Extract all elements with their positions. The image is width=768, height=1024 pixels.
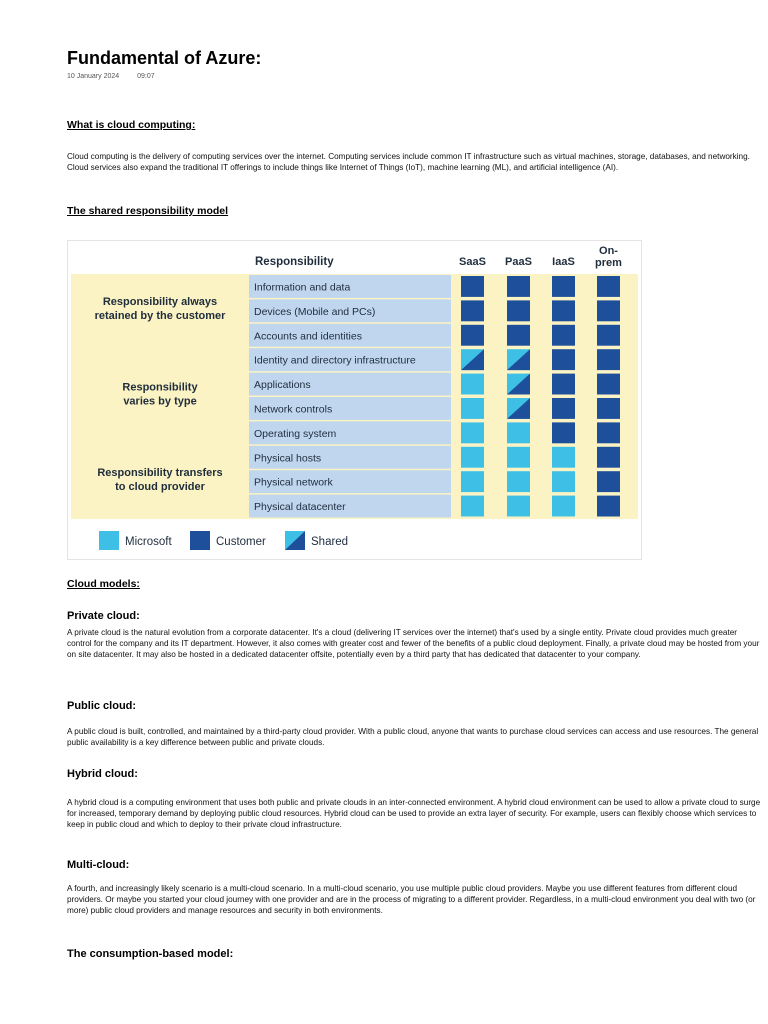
service-header-1: PaaS [505,256,532,268]
cell-microsoft [552,496,575,517]
cell-microsoft [461,422,484,443]
cell-customer [507,300,530,321]
cell-customer [597,422,620,443]
cell-microsoft [507,471,530,492]
page-time: 09:07 [137,73,155,80]
cell-customer [597,496,620,517]
cell-microsoft [461,471,484,492]
heading-private-cloud: Private cloud: [67,610,140,622]
shared-responsibility-figure [67,240,642,560]
paragraph-hybrid-cloud: A hybrid cloud is a computing environment that uses both public and private clouds in an inter-connected environment. A hybrid cloud environment can be used to allow a private cloud to surge for increased, temporary demand by deploying public cloud resources. Hybrid cloud can be used to provide an extra layer of security. For example, users can flexibly choose which services to keep in public cloud and which to deploy to their private cloud infrastructure. [67,798,761,830]
heading-cloud-computing: What is cloud computing: [67,119,196,131]
legend-label-microsoft: Microsoft [125,536,172,548]
service-header-2: IaaS [552,256,575,268]
legend-label-customer: Customer [216,536,266,548]
cell-customer [461,300,484,321]
cell-customer [552,422,575,443]
paragraph-cloud-computing: Cloud computing is the delivery of computing services over the internet. Computing services include common IT infrastructure such as virtual machines, storage, databases, and networking. Cloud services also expand the traditional IT offerings to include things like Internet of Things (IoT), machine learning (ML), and artificial intelligence (AI). [67,152,750,173]
group-label: Responsibility always [102,296,218,309]
cell-customer [597,398,620,419]
cell-microsoft [507,496,530,517]
page-meta [67,73,171,80]
cell-microsoft [552,447,575,468]
cell-customer [552,349,575,370]
cell-microsoft [461,496,484,517]
legend-label-shared: Shared [311,536,349,548]
row-label: Applications [254,379,311,392]
cell-customer [507,325,530,346]
page-title: Fundamental of Azure: [67,48,262,68]
cell-customer [552,325,575,346]
legend-swatch-customer [190,531,210,550]
paragraph-private-cloud: A private cloud is the natural evolution from a corporate datacenter. It's a cloud (delivering IT services over the internet) that's used by a single entity. Private cloud provides much greater control for the company and its IT department. However, it also comes with greater cost and fewer of the benefits of a public cloud deployment. Finally, a private cloud may be hosted from your on site datacenter. It may also be hosted in a dedicated datacenter offsite, potentially even by a third party that has dedicated that datacenter to your company. [67,628,760,660]
paragraph-multi-cloud: A fourth, and increasingly likely scenario is a multi-cloud scenario. In a multi-cloud scenario, you use multiple public cloud providers. Maybe you use different features from different cloud providers. Or maybe you started your cloud journey with one provider and are in the process of migrating to a different provider. Regardless, in a multi-cloud environment you deal with two (or more) public cloud providers and manage resources and security in both environments. [67,884,756,916]
group-label: varies by type [123,395,197,408]
heading-shared-responsibility: The shared responsibility model [67,205,229,217]
row-label: Identity and directory infrastructure [254,354,416,367]
row-label: Information and data [254,281,351,294]
cell-microsoft [461,447,484,468]
cell-customer [461,325,484,346]
cell-customer [461,276,484,297]
cell-customer [507,276,530,297]
cell-customer [597,276,620,297]
cell-customer [597,374,620,395]
cell-customer [597,349,620,370]
cell-microsoft [461,374,484,395]
row-label: Accounts and identities [254,330,362,343]
row-label: Physical hosts [254,452,322,465]
heading-cloud-models: Cloud models: [67,578,140,590]
cell-microsoft [507,447,530,468]
cell-customer [597,300,620,321]
group-label: retained by the customer [94,310,226,323]
cell-microsoft [507,422,530,443]
cell-customer [552,374,575,395]
page-date: 10 January 2024 [67,73,120,80]
cell-microsoft [552,471,575,492]
group-label: Responsibility [122,381,198,394]
row-label: Devices (Mobile and PCs) [254,305,376,318]
service-header-0: SaaS [459,256,486,268]
heading-public-cloud: Public cloud: [67,700,137,712]
row-label: Physical datacenter [254,501,346,514]
row-label: Physical network [254,476,333,489]
column-header-responsibility: Responsibility [255,256,334,268]
row-label: Operating system [254,427,337,440]
cell-customer [552,398,575,419]
cell-customer [552,276,575,297]
group-label: Responsibility transfers [97,466,223,479]
row-label: Network controls [254,403,333,416]
cell-customer [597,325,620,346]
cell-customer [597,471,620,492]
heading-multi-cloud: Multi-cloud: [67,859,130,871]
heading-consumption-model: The consumption-based model: [67,948,234,960]
paragraph-public-cloud: A public cloud is built, controlled, and maintained by a third-party cloud provider. With a public cloud, anyone that wants to purchase cloud services can access and use resources. The general public availability is a key difference between public and private clouds. [67,727,759,748]
heading-hybrid-cloud: Hybrid cloud: [67,768,138,780]
service-header-3: On-prem [595,245,622,269]
cell-customer [552,300,575,321]
legend-swatch-microsoft [99,531,119,550]
shared-responsibility-diagram [68,241,641,559]
cell-customer [597,447,620,468]
group-label: to cloud provider [115,480,205,493]
cell-microsoft [461,398,484,419]
